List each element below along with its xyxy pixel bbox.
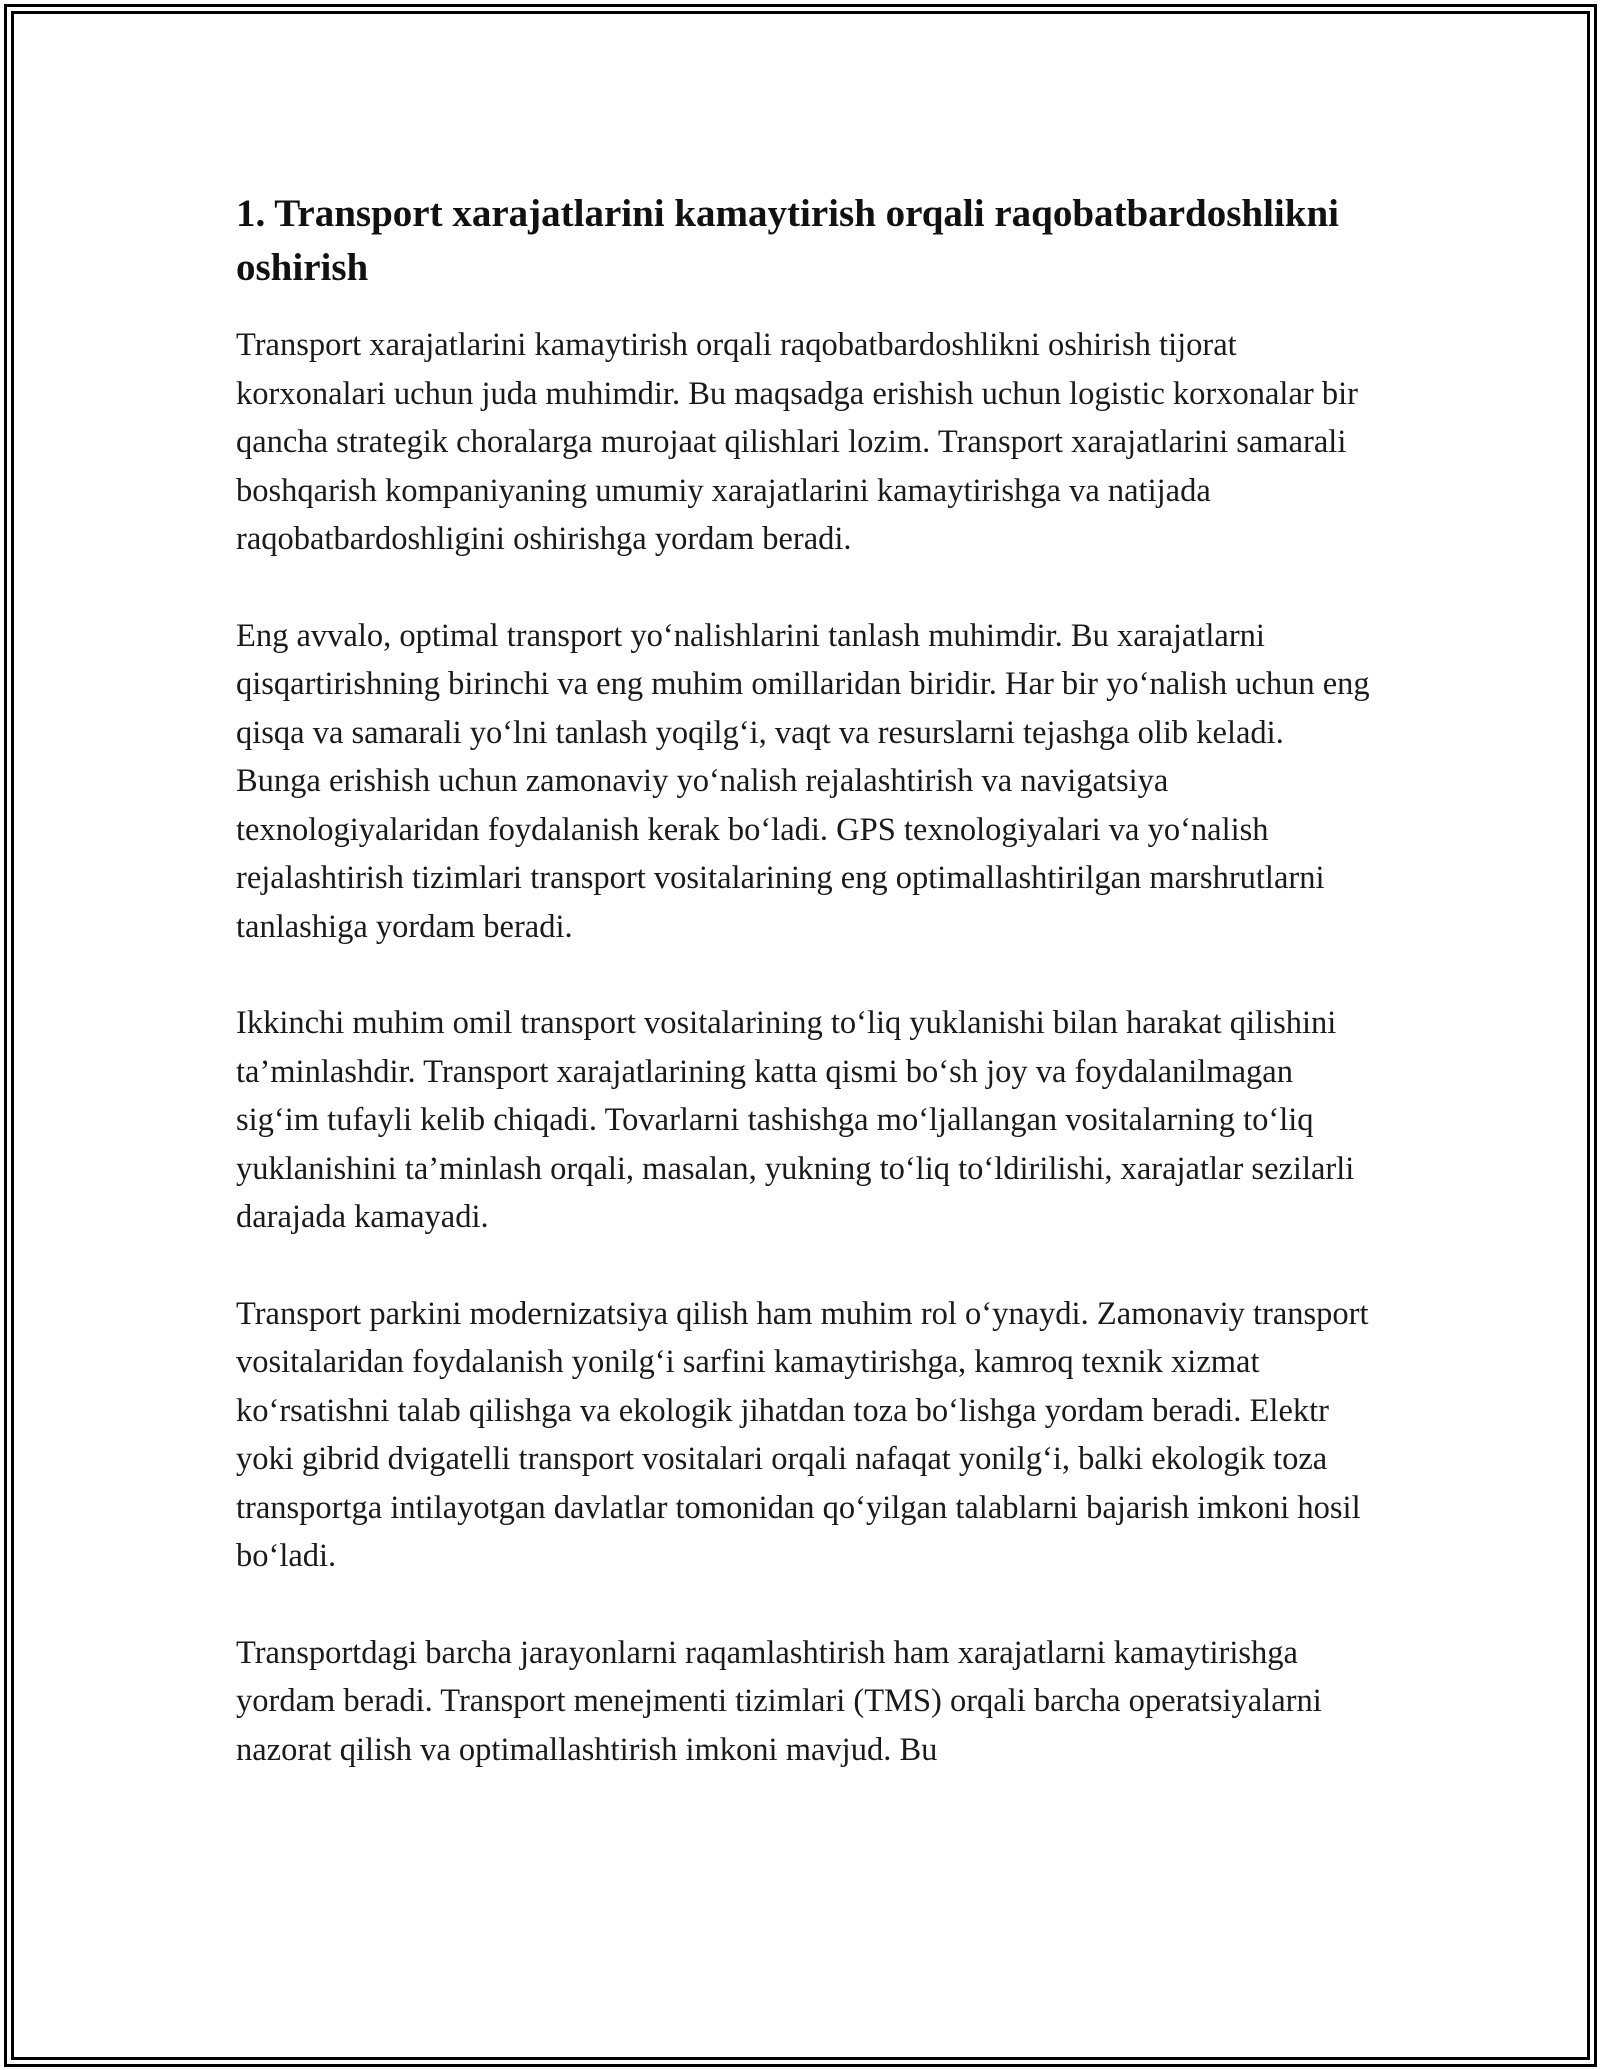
paragraph-5: Transportdagi barcha jarayonlarni raqamlashtirish ham xarajatlarni kamaytirishga yordam beradi. Transport menejmenti tizimlari (TMS) orqali barcha operatsiyalarni nazorat qilish va optimallashtirish imkoni mavjud. Bu — [236, 1634, 1322, 1768]
document-content — [236, 187, 1376, 1774]
paragraph-2: Eng avvalo, optimal transport yo‘nalishlarini tanlash muhimdir. Bu xarajatlarni qisqartirishning birinchi va eng muhim omillaridan biridir. Har bir yo‘nalish uchun eng qisqa va samarali yo‘lni tanlash yoqilg‘i, vaqt va resurslarni tejashga olib keladi. Bunga erishish uchun zamonaviy yo‘nalish rejalashtirish va navigatsiya texnologiyalaridan foydalanish kerak bo‘ladi. GPS texnologiyalari va yo‘nalish rejalashtirish tizimlari transport vositalarining eng optimallashtirilgan marshrutlarni tanlashiga yordam beradi. — [236, 617, 1370, 945]
document-body — [236, 321, 1376, 1774]
paragraph-1: Transport xarajatlarini kamaytirish orqali raqobatbardoshlikni oshirish tijorat korxonalari uchun juda muhimdir. Bu maqsadga erishish uchun logistic korxonalar bir qancha strategik choralarga murojaat qilishlari lozim. Transport xarajatlarini samarali boshqarish kompaniyaning umumiy xarajatlarini kamaytirishga va natijada raqobatbardoshligini oshirishga yordam beradi. — [236, 327, 1358, 557]
paragraph-3: Ikkinchi muhim omil transport vositalarining to‘liq yuklanishi bilan harakat qilishini ta’minlashdir. Transport xarajatlarining katta qismi bo‘sh joy va foydalanilmagan sig‘im tufayli kelib chiqadi. Tovarlarni tashishga mo‘ljallangan vositalarning to‘liq yuklanishini ta’minlash orqali, masalan, yukning to‘liq to‘ldirilishi, xarajatlar sezilarli darajada kamayadi. — [236, 1005, 1355, 1235]
paragraph-4: Transport parkini modernizatsiya qilish ham muhim rol o‘ynaydi. Zamonaviy transport vositalaridan foydalanish yonilg‘i sarfini kamaytirishga, kamroq texnik xizmat ko‘rsatishni talab qilishga va ekologik jihatdan toza bo‘lishga yordam beradi. Elektr yoki gibrid dvigatelli transport vositalari orqali nafaqat yonilg‘i, balki ekologik toza transportga intilayotgan davlatlar tomonidan qo‘yilgan talablarni bajarish imkoni hosil bo‘ladi. — [236, 1295, 1369, 1574]
section-heading: 1. Transport xarajatlarini kamaytirish orqali raqobatbardoshlikni oshirish — [236, 192, 1339, 289]
